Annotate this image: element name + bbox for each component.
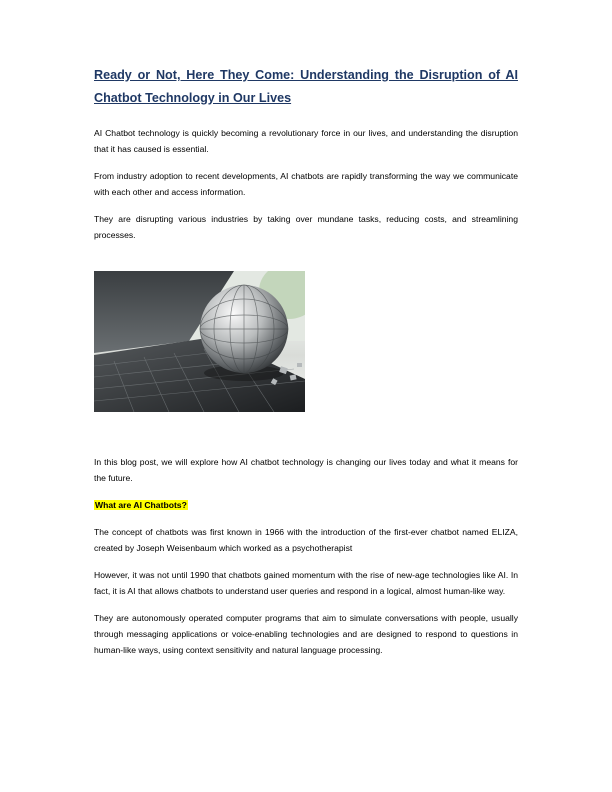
section-heading	[94, 497, 518, 513]
document-title: Ready or Not, Here They Come: Understanding the Disruption of AI Chatbot Technology in Our Lives	[94, 68, 518, 105]
intro-paragraph-1: AI Chatbot technology is quickly becoming a revolutionary force in our lives, and understanding the disruption that it has caused is essential.	[94, 128, 518, 154]
after-image-paragraph: In this blog post, we will explore how AI chatbot technology is changing our lives today and what it means for the future.	[94, 457, 518, 483]
globe-keyboard-illustration	[94, 271, 305, 412]
document-body	[94, 64, 518, 669]
section-paragraph-1: The concept of chatbots was first known in 1966 with the introduction of the first-ever chatbot named ELIZA, created by Joseph Weisenbaum which worked as a psychotherapist	[94, 527, 518, 553]
section-heading-highlight: What are AI Chatbots?	[95, 500, 187, 510]
intro-paragraph-2: From industry adoption to recent developments, AI chatbots are rapidly transforming the way we communicate with each other and access information.	[94, 171, 518, 197]
section-paragraph-2: However, it was not until 1990 that chatbots gained momentum with the rise of new-age technologies like AI. In fact, it is AI that allows chatbots to understand user queries and respond in a logical, almost human-like way.	[94, 570, 518, 596]
section-paragraph-3: They are autonomously operated computer programs that aim to simulate conversations with people, usually through messaging applications or voice-enabling technologies and are designed to respond to questions in human-like ways, using context sensitivity and natural language processing.	[94, 613, 518, 655]
globe-keyboard-image	[94, 271, 305, 412]
intro-paragraph-3: They are disrupting various industries by taking over mundane tasks, reducing costs, and streamlining processes.	[94, 214, 518, 240]
